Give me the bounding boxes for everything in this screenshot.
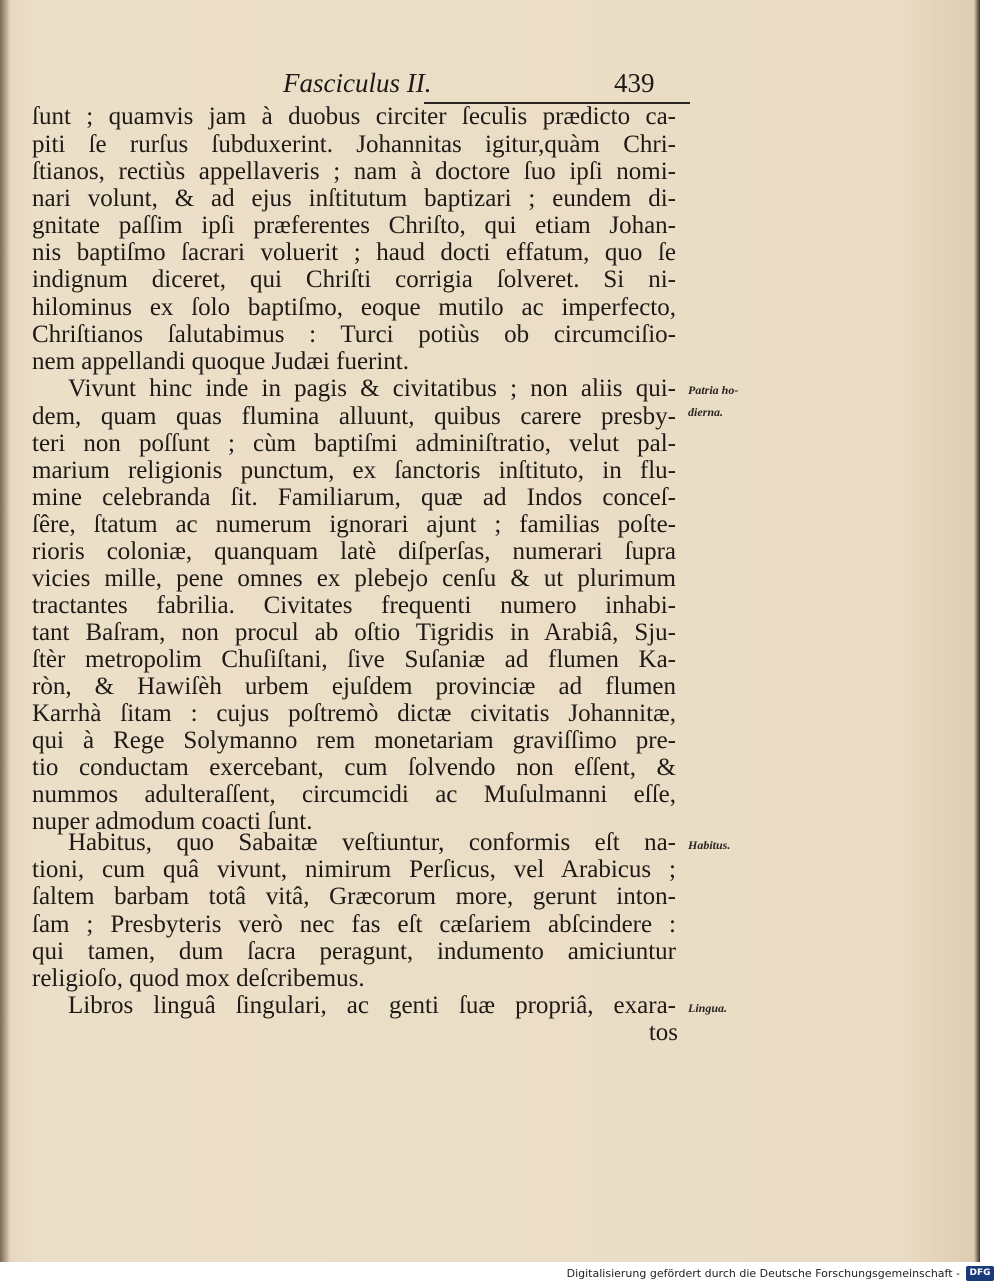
text-line: ſtianos, rectiùs appellaveris ; nam à doctore ſuo ipſi nomi-	[32, 158, 676, 185]
text-line: Vivunt hinc inde in pagis & civitatibus ; non aliis qui-	[68, 375, 676, 402]
text-line: Chriſtianos ſalutabimus : Turci potiùs ob circumciſio-	[32, 321, 676, 348]
text-line: nis baptiſmo ſacrari voluerit ; haud docti effatum, quo ſe	[32, 239, 676, 266]
text-line: Habitus, quo Sabaitæ veſtiuntur, conformis eſt na-	[68, 829, 676, 856]
catchword: tos	[648, 1019, 678, 1046]
text-line: tractantes fabrilia. Civitates frequenti numero inhabi-	[32, 592, 676, 619]
text-line: nem appellandi quoque Judæi fuerint.	[32, 348, 410, 375]
text-line: qui à Rege Solymanno rem monetariam graviſſimo pre-	[32, 727, 676, 754]
marginal-note-patria-cont: dierna.	[688, 405, 724, 419]
text-line: ſam ; Presbyteris verò nec fas eſt cæſariem abſcindere :	[32, 911, 676, 938]
text-line: rioris coloniæ, quanquam latè diſperſas, numerari ſupra	[32, 538, 676, 565]
text-line: tioni, cum quâ vivunt, nimirum Perſicus, vel Arabicus ;	[32, 856, 676, 883]
text-line: qui tamen, dum ſacra peragunt, indumento amiciuntur	[32, 938, 676, 965]
funding-notice: Digitalisierung gefördert durch die Deutsche Forschungsgemeinschaft -	[566, 1267, 960, 1280]
text-line: Libros linguâ ſingulari, ac genti ſuæ propriâ, exara-	[68, 992, 676, 1019]
text-line: piti ſe rurſus ſubduxerint. Johannitas igitur,quàm Chri-	[32, 131, 676, 158]
text-line: Karrhà ſitam : cujus poſtremò dictæ civitatis Johannitæ,	[32, 700, 676, 727]
marginal-note-lingua: Lingua.	[688, 1001, 728, 1015]
text-line: marium religionis punctum, ex ſanctoris inſtituto, in flu-	[32, 457, 676, 484]
text-line: religioſo, quod mox deſcribemus.	[32, 965, 365, 992]
text-line: nari volunt, & ad ejus inſtitutum baptizari ; eundem di-	[32, 185, 676, 212]
text-line: gnitate paſſim ipſi præferentes Chriſto, qui etiam Johan-	[32, 212, 676, 239]
dfg-logo-icon: DFG	[966, 1266, 994, 1281]
marginal-note-patria: Patria ho-	[688, 383, 739, 397]
text-line: hilominus ex ſolo baptiſmo, eoque mutilo ac imperfecto,	[32, 294, 676, 321]
text-line: teri non poſſunt ; cùm baptiſmi adminiſtratio, velut pal-	[32, 430, 676, 457]
footer-bar	[0, 1262, 1000, 1285]
text-line: mine celebranda ſit. Familiarum, quæ ad Indos conceſ-	[32, 484, 676, 511]
text-line: vicies mille, pene omnes ex plebejo cenſu & ut plurimum	[32, 565, 676, 592]
text-line: tio conductam exercebant, cum ſolvendo non eſſent, &	[32, 754, 676, 781]
running-head-title: Fasciculus II.	[283, 68, 432, 98]
page-number: 439	[614, 68, 655, 98]
text-line: indignum diceret, qui Chriſti corrigia ſolveret. Si ni-	[32, 266, 676, 293]
text-line: dem, quam quas flumina alluunt, quibus carere presby-	[32, 403, 676, 430]
text-line: ſaltem barbam totâ vitâ, Græcorum more, gerunt inton-	[32, 883, 676, 910]
text-line: ròn, & Hawiſèh urbem ejuſdem provinciæ ad flumen	[32, 673, 676, 700]
text-line: ſtèr metropolim Chuſiſtani, ſive Suſaniæ ad flumen Ka-	[32, 646, 676, 673]
text-line: nuper admodum coacti ſunt.	[32, 808, 313, 835]
text-line: tant Baſram, non procul ab oſtio Tigridis in Arabiâ, Sju-	[32, 619, 676, 646]
text-line: ſunt ; quamvis jam à duobus circiter ſeculis prædicto ca-	[32, 103, 676, 130]
marginal-note-habitus: Habitus.	[688, 838, 731, 852]
text-line: nummos adulteraſſent, circumcidi ac Muſulmanni eſſe,	[32, 781, 676, 808]
text-line: ſêre, ſtatum ac numerum ignorari ajunt ; familias poſte-	[32, 511, 676, 538]
